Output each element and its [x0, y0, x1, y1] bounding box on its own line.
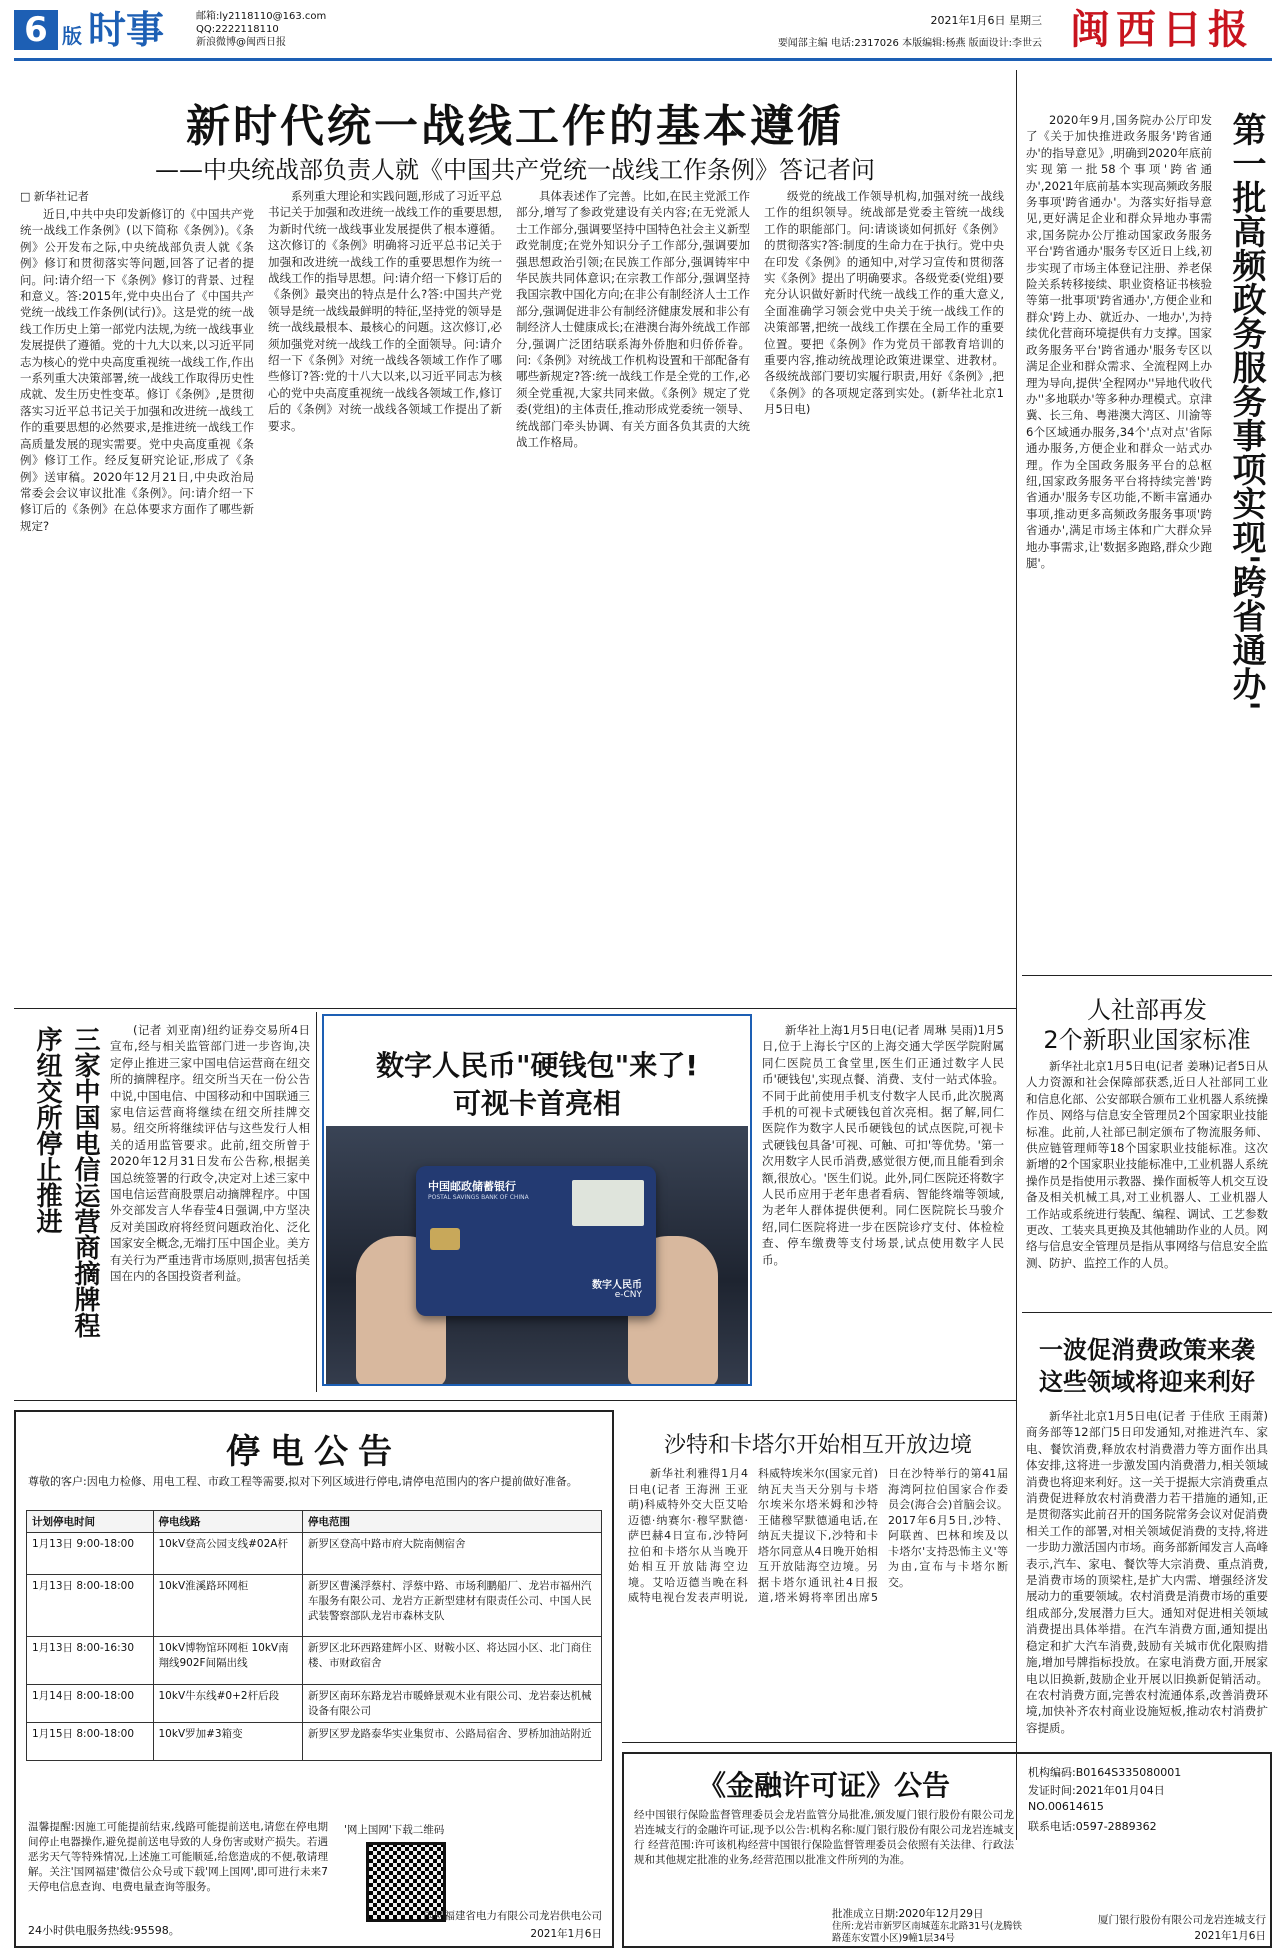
- page-suffix: 版: [62, 24, 82, 48]
- ecny-title-1: 数字人民币"硬钱包"来了!: [376, 1049, 698, 1082]
- power-date: 2021年1月6日: [530, 1928, 602, 1940]
- power-notice-intro: 尊敬的客户:因电力检修、用电工程、市政工程等需要,拟对下列区域进行停电,请停电范围内的客户提前做好准备。: [28, 1475, 578, 1488]
- lead-col-2: 系列重大理论和实践问题,形成了习近平总书记关于加强和改进统一战线工作的重要思想,为新时代统一战线事业发展提供了根本遵循。这次修订的《条例》明确将习近平总书记关于加强和改进统一战线工作的重要思想作为统一战线工作的指导思想。问:请介绍一下修订后的《条例》最突出的特点是什么?答:中国共产党领导是统一战线最鲜明的特征,坚持党的领导是统一战线最根本、最核心的问题。这次修订,必须加强党对统一战线工作的全面领导。问:请介绍一下《条例》对统一战线各领域工作作了哪些修订?答:党的十八大以来,以习近平同志为核心的党中央高度重视统一战线各领域工作,修订后的《条例》对统一战线各领域工作提出了新要求。: [268, 189, 502, 433]
- license-serial: NO.00614615: [1028, 1800, 1104, 1813]
- lead-col-4: 级党的统战工作领导机构,加强对统一战线工作的组织领导。统战部是党委主管统一战线工作的职能部门。问:请谈谈如何抓好《条例》的贯彻落实?答:制度的生命力在于执行。党中央在印发《条例》的通知中,对学习宣传和贯彻落实《条例》提出了明确要求。各级党委(党组)要充分认识做好新时代统一战线工作的重大意义,全面准确学习领会党中央关于统一战线工作的决策部署,把统一战线工作摆在全局工作的重要位置。要把《条例》作为党员干部教育培训的重要内容,推动统战理论政策进课堂、进教材。各级统战部门要切实履行职责,用好《条例》,把《条例》的各项规定落到实处。(新华社北京1月5日电): [764, 189, 1004, 417]
- license-address: 住所:龙岩市新罗区南城莲东北路31号(龙腾铁路莲东安置小区)9幢1层34号: [832, 1921, 1022, 1944]
- lead-subtitle: ——中央统战部负责人就《中国共产党统一战线工作条例》答记者问: [155, 156, 875, 184]
- lead-title: 新时代统一战线工作的基本遵循: [186, 101, 844, 152]
- contact-block: [196, 10, 326, 49]
- ps-bottom-rule: [622, 1742, 1016, 1743]
- card-bank-name: 中国邮政储蓄银行: [428, 1180, 516, 1193]
- consumption-title-2: 这些领域将迎来利好: [1039, 1368, 1255, 1396]
- row-area: 新罗区罗龙路泰华实业集贸市、公路局宿舍、罗桥加油站附近: [303, 1723, 602, 1761]
- table-row: [27, 1575, 602, 1637]
- power-notice-title: 停电公告: [226, 1432, 402, 1472]
- license-title: 《金融许可证》公告: [697, 1769, 950, 1802]
- row-line: 10kV罗加#3箱变: [153, 1723, 303, 1761]
- row-time: 1月14日 8:00-18:00: [27, 1685, 154, 1723]
- card-ecny-label-en: e-CNY: [614, 1290, 642, 1300]
- consumption-story-body: 新华社北京1月5日电(记者 于佳欣 王雨萧)商务部等12部门5日印发通知,对推进汽车、家电、餐饮消费,释放农村消费潜力等方面作出具体安排,这将进一步激发国内消费潜力,相关领域消费也将迎来利好。这一关于提振大宗消费重点消费促进释放农村消费潜力若干措施的通知,正是贯彻落实此前召开的国务院常务会议对促消费相关工作的部署,对相关领域促消费的支持,将进一步助力激活国内市场。商务部新闻发言人高峰表示,汽车、家电、餐饮等大宗消费、重点消费,是消费市场的顶梁柱,是扩大内需、增强经济发展动力的重要领域。农村消费是消费市场的重要组成部分,发展潜力巨大。通知对促进相关领域消费提出具体举措。在汽车消费方面,通知提出稳定和扩大汽车消费,鼓励有关城市优化限购措施,增加号牌指标投放。在家电消费方面,开展家电以旧换新,鼓励企业开展以旧换新促销活动。在农村消费方面,完善农村流通体系,改善消费环境,加快补齐农村商业设施短板,推动农村消费扩容提质。: [1026, 1409, 1268, 1735]
- hr-story-body: 新华社北京1月5日电(记者 姜琳)记者5日从人力资源和社会保障部获悉,近日人社部同工业和信息化部、公安部联合颁布工业机器人系统操作员、网络与信息安全管理员2个国家职业技能标准。此前,人社部已制定颁布了物流服务师、供应链管理师等18个国家职业技能标准。这次新增的2个国家职业技能标准中,工业机器人系统操作员是指使用示教器、操作面板等人机交互设备及相关机械工具,对工业机器人、工业机器人工作站或系统进行装配、编程、调试、工艺参数更改、工装夹具更换及其他辅助作业的人员。网络与信息安全管理员是指从事网络与信息安全监测、防护、监控工作的人员。: [1026, 1059, 1268, 1270]
- license-body: 经中国银行保险监督管理委员会龙岩监管分局批准,颁发厦门银行股份有限公司龙岩连城支行的金融许可证,现予以公告:机构名称:厦门银行股份有限公司龙岩连城支行 经营范围:许可该机构经营中国银行保险监督管理委员会依照有关法律、行政法规和其他规定批准的业务,经营范围以批准文件所列的为准。: [634, 1809, 1014, 1866]
- row-area: 新罗区登高中路市府大院南侧宿舍: [303, 1533, 602, 1575]
- consumption-title-1: 一波促消费政策来袭: [1039, 1336, 1255, 1364]
- right-divider-1: [1022, 975, 1272, 976]
- license-approve-date: 批准成立日期:2020年12月29日: [832, 1908, 984, 1920]
- right-divider-2: [1022, 1312, 1272, 1313]
- section-title: 时事: [88, 8, 165, 52]
- row-time: 1月13日 9:00-18:00: [27, 1533, 154, 1575]
- row-area: 新罗区曹溪浮蔡村、浮蔡中路、市场利鹏船厂、龙岩市福州汽车服务有限公司、龙岩方正新型建材有限责任公司、中国人民武装警察部队龙岩市森林支队: [303, 1575, 602, 1637]
- lead-byline: □ 新华社记者: [20, 190, 89, 203]
- ecny-box: [322, 1014, 752, 1386]
- card-screen: [572, 1180, 644, 1226]
- power-table-header: [27, 1511, 602, 1533]
- nyse-right-rule: [316, 1012, 317, 1392]
- lead-right-rule: [1016, 70, 1017, 1008]
- contact-weibo: 新浪微博@闽西日报: [196, 37, 286, 48]
- issue-date: 2021年1月6日 星期三: [930, 14, 1042, 27]
- ecny-body: 新华社上海1月5日电(记者 周琳 吴雨)1月5日,位于上海长宁区的上海交通大学医学院附属同仁医院员工食堂里,医生们正通过数字人民币'硬钱包',实现点餐、消费、支付一站式体验。不同于此前使用手机支付数字人民币,此次脱离手机的可视卡式硬钱包首次亮相。据了解,同仁医院作为数字人民币硬钱包的试点医院,可视卡式硬钱包具备'可视、可触、可扣'等优势。'第一次用数字人民币消费,感觉很方便,而且能看到余额,很放心。'医生们说。此外,同仁医院还将数字人民币应用于老年患者看病、智能终端等领域,为老年人群体提供便利。同仁医院院长马骏介绍,同仁医院将进一步在医院诊疗支付、体检检查、停车缴费等支付场景,试点使用数字人民币。: [762, 1023, 1004, 1267]
- license-date: 2021年1月6日: [1194, 1930, 1266, 1942]
- table-row: [27, 1533, 602, 1575]
- lead-col-3: 具体表述作了完善。比如,在民主党派工作部分,增写了参政党建设有关内容;在无党派人士工作部分,强调要坚持中国特色社会主义新型政党制度;在党外知识分子工作部分,强调要加强思想政治引领;在民族工作部分,强调铸牢中华民族共同体意识;在宗教工作部分,强调坚持我国宗教中国化方向;在非公有制经济人士工作部分,强调促进非公有制经济健康发展和非公有制经济人士健康成长;在港澳台海外统战工作部分,强调广泛团结联系海外侨胞和归侨侨眷。问:《条例》对统战工作机构设置和干部配备有哪些新规定?答:统一战线工作是全党的工作,必须全党重视,大家共同来做。《条例》规定了党委(党组)的主体责任,推动形成党委统一领导、统战部门牵头协调、有关方面各负其责的大统战工作格局。: [516, 189, 750, 450]
- masthead-logo: [1052, 4, 1272, 56]
- editor-line: 要闻部主编 电话:2317026 本版编辑:杨燕 版面设计:李世云: [777, 38, 1042, 49]
- license-issue-date: 发证时间:2021年01月04日: [1028, 1784, 1165, 1797]
- right-story-title: 第一批高频政务服务事项实现'跨省通办': [1226, 112, 1266, 711]
- lead-bottom-rule: [14, 1008, 1016, 1009]
- lead-col-1: 近日,中共中央印发新修订的《中国共产党统一战线工作条例》(以下简称《条例》)。《条例》公开发布之际,中央统战部负责人就《条例》修订和贯彻落实等问题,回答了记者的提问。问:请介绍一下《条例》修订的背景、过程和意义。答:2015年,党中央出台了《中国共产党统一战线工作条例(试行)》。这是党的统一战线工作历史上第一部党内法规,为统一战线事业发展提供了遵循。党的十九大以来,以习近平同志为核心的党中央高度重视统一战线工作,作出一系列重大决策部署,统一战线工作取得历史性成就、发生历史性变革。修订《条例》,是贯彻落实习近平总书记关于加强和改进统一战线工作的重要思想的必然要求,是推进统一战线工作高质量发展的现实需要。党中央高度重视《条例》修订工作。经反复研究论证,形成了《条例》送审稿。2020年12月21日,中央政治局常委会会议审议批准《条例》。问:请介绍一下修订后的《条例》在总体要求方面作了哪些新规定?: [20, 207, 254, 533]
- page-header: [14, 8, 1272, 54]
- row-area: 新罗区北环西路建辉小区、财鞍小区、将达园小区、北门商住楼、市财政宿舍: [303, 1637, 602, 1685]
- nyse-body: (记者 刘亚南)纽约证券交易所4日宣布,经与相关监管部门进一步咨询,决定停止推进三家中国电信运营商在纽交所的摘牌程序。纽交所当天在一份公告中说,中国电信、中国移动和中国联通三家电信运营商将继续在纽交所挂牌交易。纽交所将继续评估与这些发行人相关的适用监管要求。此前,纽交所曾于2020年12月31日发布公告称,根据美国总统签署的行政令,决定对上述三家中国电信运营商股票启动摘牌程序。中国外交部发言人华春莹4日强调,中方坚决反对美国政府将经贸问题政治化、泛化国家安全概念,无端打压中国企业。美方有关行为严重违背市场原则,损害包括美国在内的各国投资者利益。: [110, 1023, 310, 1284]
- license-phone: 联系电话:0597-2889362: [1028, 1820, 1157, 1833]
- power-table: [26, 1510, 602, 1761]
- power-hotline: 24小时供电服务热线:95598。: [28, 1924, 180, 1937]
- table-row: [27, 1685, 602, 1723]
- ps-title: 沙特和卡塔尔开始相互开放边境: [663, 1433, 972, 1458]
- license-issuer: 厦门银行股份有限公司龙岩连城支行: [1098, 1914, 1266, 1926]
- row-time: 1月15日 8:00-18:00: [27, 1723, 154, 1761]
- ecny-photo: [326, 1126, 748, 1384]
- power-table-wrap: [26, 1510, 602, 1761]
- nyse-title: 三家中国电信运营商摘牌程序纽交所停止推进: [32, 1026, 100, 1338]
- row-time: 1月13日 8:00-18:00: [27, 1575, 154, 1637]
- mid-bottom-rule: [14, 1400, 1016, 1401]
- power-notice: [14, 1410, 614, 1948]
- col-line-header: 停电线路: [153, 1511, 303, 1533]
- card-chip: [430, 1228, 460, 1250]
- card-bank-name-en: POSTAL SAVINGS BANK OF CHINA: [428, 1194, 529, 1201]
- row-line: 10kV登高公园支线#02A杆: [153, 1533, 303, 1575]
- masthead-text: 闽西日报: [1070, 6, 1254, 53]
- row-line: 10kV博物馆环网柜 10kV南翔线902F间隔出线: [153, 1637, 303, 1685]
- page-number-box: [14, 10, 58, 50]
- power-issuer: 国网福建省电力有限公司龙岩供电公司: [423, 1910, 602, 1922]
- contact-email: 邮箱:ly2118110@163.com: [196, 11, 327, 22]
- qr-caption: '网上国网'下载二维码: [344, 1824, 445, 1836]
- table-row: [27, 1637, 602, 1685]
- col-time-header: 计划停电时间: [27, 1511, 154, 1533]
- row-line: 10kV牛东线#0+2杆后段: [153, 1685, 303, 1723]
- license-notice: [622, 1752, 1272, 1948]
- ps-body: 新华社利雅得1月4日电(记者 王海洲 王亚萌)科威特外交大臣艾哈迈德·纳赛尔·穆罕默德·萨巴赫4日宣布,沙特阿拉伯和卡塔尔从当晚开始相互开放陆海空边境。艾哈迈德当晚在科威特电视台发表声明说,科威特埃米尔(国家元首)纳瓦夫当天分别与卡塔尔埃米尔塔米姆和沙特王储穆罕默德通电话,在纳瓦夫提议下,沙特和卡塔尔同意从4日晚开始相互开放陆海空边境。另据卡塔尔通讯社4日报道,塔米姆将率团出席5日在沙特举行的第41届海湾阿拉伯国家合作委员会(海合会)首脑会议。2017年6月5日,沙特、阿联酋、巴林和埃及以卡塔尔'支持恐怖主义'等为由,宣布与卡塔尔断交。: [628, 1467, 1008, 1604]
- table-row: [27, 1723, 602, 1761]
- power-warning: 温馨提醒:因施工可能提前结束,线路可能提前送电,请您在停电期间停止电器操作,避免提前送电导致的人身伤害或财产损失。若遇恶劣天气等特殊情况,上述施工可能顺延,给您造成的不便,敬请理解。关注'国网福建'微信公众号或下载'网上国网',即可进行未来7天停电信息查询、电费电量查询等服务。: [28, 1821, 328, 1893]
- page-number: 6: [24, 10, 48, 50]
- mid-right-rule: [1016, 1008, 1017, 1840]
- row-time: 1月13日 8:00-16:30: [27, 1637, 154, 1685]
- col-area-header: 停电范围: [303, 1511, 602, 1533]
- row-area: 新罗区南环东路龙岩市暖蜂景观木业有限公司、龙岩泰达机械设备有限公司: [303, 1685, 602, 1723]
- contact-qq: QQ:2222118110: [196, 24, 279, 35]
- ecny-card: [416, 1166, 656, 1316]
- header-rule: [14, 58, 1272, 61]
- ecny-title-2: 可视卡首亮相: [452, 1087, 621, 1120]
- license-org-code: 机构编码:B0164S335080001: [1028, 1766, 1182, 1779]
- hr-title-1: 人社部再发: [1087, 996, 1207, 1024]
- card-ecny-label: 数字人民币: [592, 1280, 642, 1291]
- hr-title-2: 2个新职业国家标准: [1043, 1026, 1251, 1054]
- right-story-body: 2020年9月,国务院办公厅印发了《关于加快推进政务服务'跨省通办'的指导意见》,明确到2020年底前实现第一批58个事项'跨省通办',2021年底前基本实现高频政务服务事项'跨省通办'。为落实好指导意见,更好满足企业和群众异地办事需求,国务院办公厅推动国家政务服务平台'跨省通办'服务专区近日上线,初步实现了市场主体登记注册、养老保险关系转移接续、职业资格证书核验等第一批事项'跨省通办',方便企业和群众'跨上办、就近办、一地办',为持续优化营商环境提供有力支撑。国家政务服务平台'跨省通办'服务专区以满足企业和群众需求、全流程网上办理为导向,提供'全程网办''异地代收代办''多地联办'等多种办理模式。京津冀、长三角、粤港澳大湾区、川渝等6个区域通办服务,34个'点对点'省际通办服务,方便企业和群众一站式办理。作为全国政务服务平台的总枢纽,国家政务服务平台将持续完善'跨省通办'服务专区功能,不断丰富通办事项,推动更多高频政务服务事项'跨省通办',满足市场主体和广大群众异地办事需求,让'数据多跑路,群众少跑腿'。: [1026, 113, 1212, 570]
- row-line: 10kV淮溪路环网柜: [153, 1575, 303, 1637]
